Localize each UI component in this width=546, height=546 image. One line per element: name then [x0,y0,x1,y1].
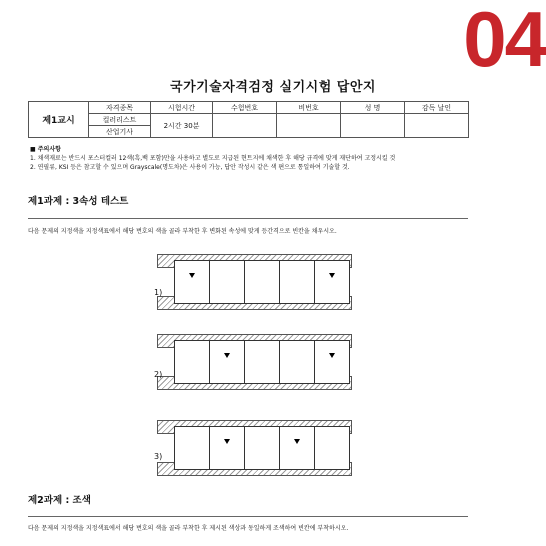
test-figure-3 [154,420,352,476]
color-cell [209,426,245,470]
supervisor-seal-field [405,114,469,138]
designated-color-marker-icon [224,439,230,444]
test-figure-1 [154,254,352,310]
designated-color-marker-icon [189,273,195,278]
subject-value-line2: 산업기사 [89,126,151,138]
color-cell [244,260,280,304]
subject-value-line1: 컬러리스트 [89,114,151,126]
figure-label: 3) [154,452,163,461]
color-cell [314,340,350,384]
name-label: 성 명 [341,102,405,114]
divider [28,516,468,517]
task2-title: 제2과제 : 조색 [28,495,91,506]
color-cell [174,340,210,384]
task1-title: 제1과제 : 3속성 테스트 [28,196,129,207]
exam-number-field[interactable] [213,114,277,138]
note-line: 1. 채색재료는 반드시 포스터컬러 12색(흑,백 포함)만을 사용하고 별도로 지급된 현트지에 채색한 후 해당 규격에 맞게 재단하여 고정시킬 것 [30,155,396,162]
task1-instruction: 다음 문제의 지정색을 지정색표에서 해당 번호의 색을 골라 부착한 후 변화된 속성에 맞게 등간격으로 빈칸을 채우시오. [28,228,337,235]
cell-row [174,426,350,470]
figure-label: 1) [154,288,163,297]
supervisor-seal-label: 감독 날인 [405,102,469,114]
exam-number-label: 수험번호 [213,102,277,114]
color-cell [314,260,350,304]
color-cell [279,260,315,304]
figure-label: 2) [154,370,163,379]
notes-title: ■ 주의사항 [30,146,61,153]
task2-instruction: 다음 문제의 지정색을 지정색표에서 해당 번호의 색을 골라 부착한 후 제시된 색상과 동일하게 조색하여 빈칸에 부착하시오. [28,525,349,532]
color-cell [209,260,245,304]
page-number-badge: 04 [463,0,546,83]
secret-number-label: 비번호 [277,102,341,114]
exam-header-table [28,101,469,138]
test-figure-2 [154,334,352,390]
time-label: 시험시간 [151,102,213,114]
session-label: 제1교시 [29,102,89,138]
color-cell [279,340,315,384]
document-title: 국가기술자격검정 실기시험 답안지 [170,80,376,95]
color-cell [209,340,245,384]
cell-row [174,260,350,304]
color-cell [174,260,210,304]
color-cell [244,426,280,470]
designated-color-marker-icon [329,353,335,358]
color-cell [174,426,210,470]
notes-section [30,145,510,172]
name-field[interactable] [341,114,405,138]
divider [28,218,468,219]
color-cell [279,426,315,470]
secret-number-field[interactable] [277,114,341,138]
color-cell [244,340,280,384]
designated-color-marker-icon [329,273,335,278]
designated-color-marker-icon [224,353,230,358]
time-value: 2시간 30분 [151,114,213,138]
cell-row [174,340,350,384]
subject-label: 자격종목 [89,102,151,114]
note-line: 2. 연필류, KSI 등은 참고할 수 있으며 Grayscale(명도차)은 사용이 가능, 답안 작성시 같은 색 편으로 통일하여 기술할 것. [30,164,350,171]
color-cell [314,426,350,470]
designated-color-marker-icon [294,439,300,444]
